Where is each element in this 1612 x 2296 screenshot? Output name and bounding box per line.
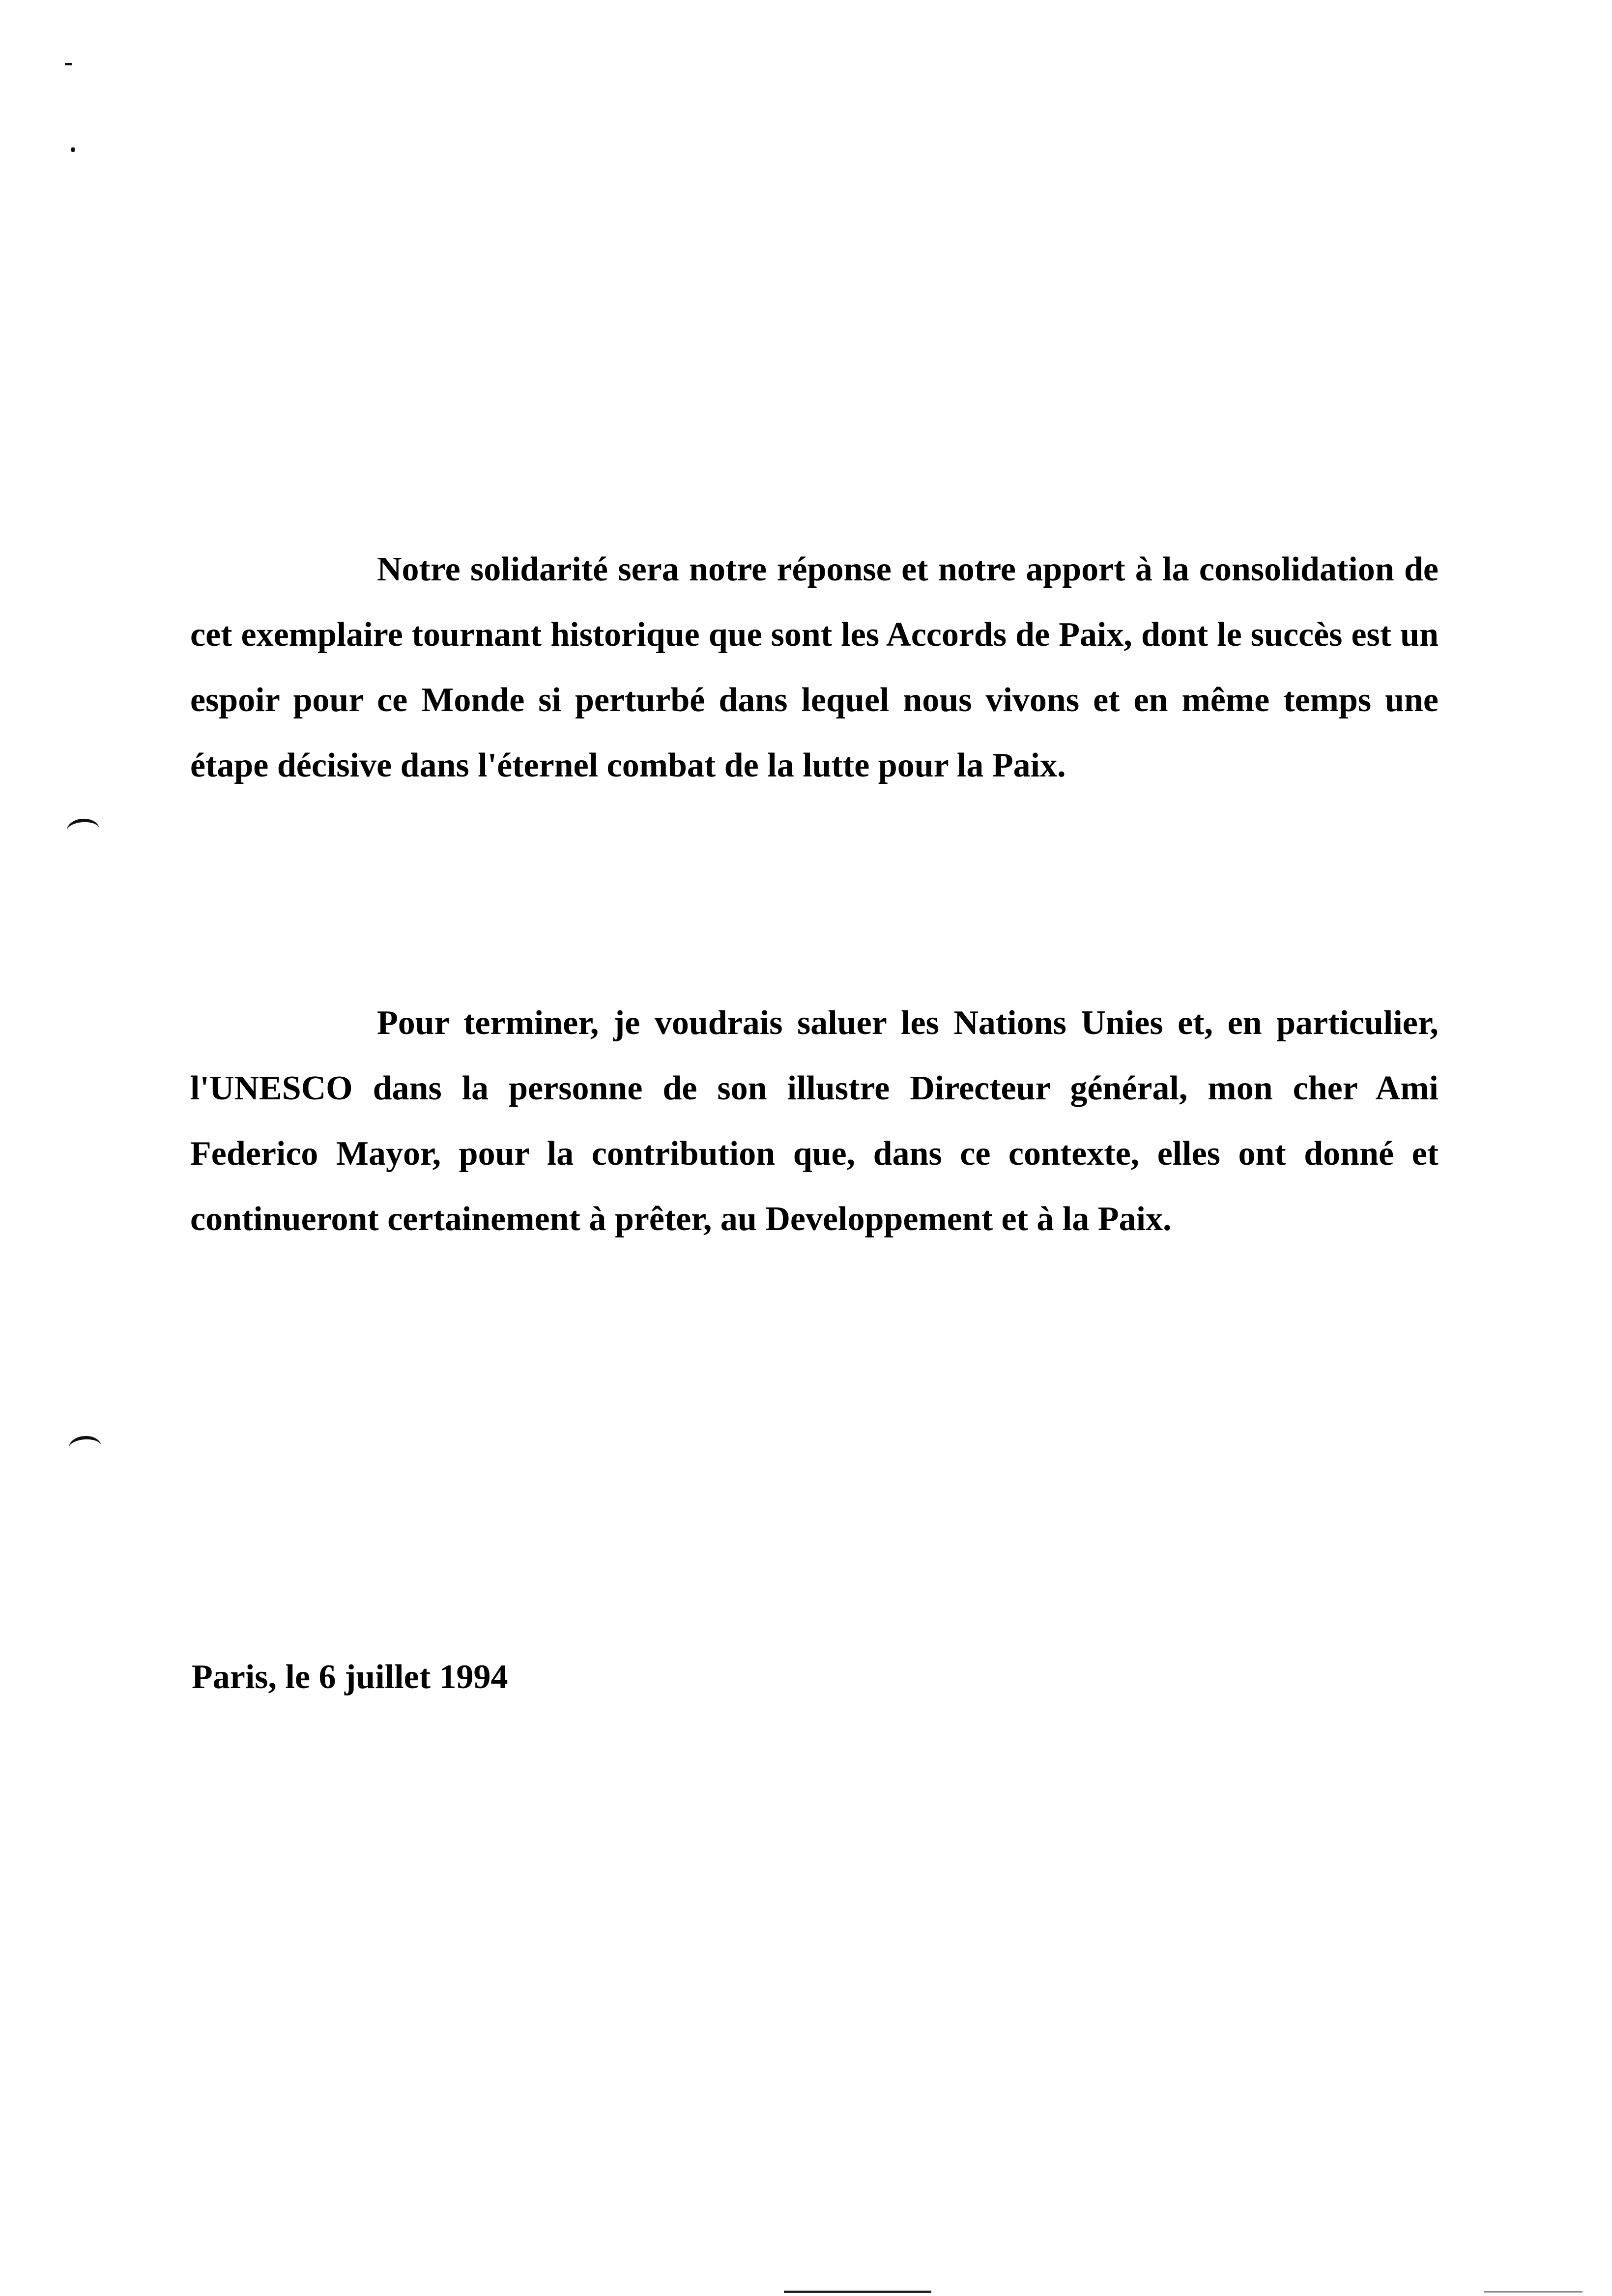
- punch-hole-mark: [66, 818, 100, 842]
- place-date: Paris, le 6 juillet 1994: [192, 1658, 508, 1696]
- punch-hole-mark: [68, 1435, 102, 1459]
- scan-mark: [71, 147, 75, 152]
- scan-edge-line: [1484, 2291, 1583, 2293]
- paragraph-solidarity: Notre solidarité sera notre réponse et notre apport à la consolidation de cet exemplaire tournant historique que sont les Accords de Paix, dont le succès est un espoir pour ce Monde si perturbé dans lequel nous vivons et en même temps une étape décisive dans l'éternel combat de la lutte pour la Paix.: [190, 550, 1439, 784]
- scan-mark: [65, 63, 72, 65]
- paragraph-closing: Pour terminer, je voudrais saluer les Nations Unies et, en particulier, l'UNESCO dans la personne de son illustre Directeur général, mon cher Ami Federico Mayor, pour la contribution que, dans ce contexte, elles ont donné et continueront certainement à prêter, au Developpement et à la Paix.: [190, 1004, 1439, 1238]
- scan-edge-line: [784, 2291, 931, 2293]
